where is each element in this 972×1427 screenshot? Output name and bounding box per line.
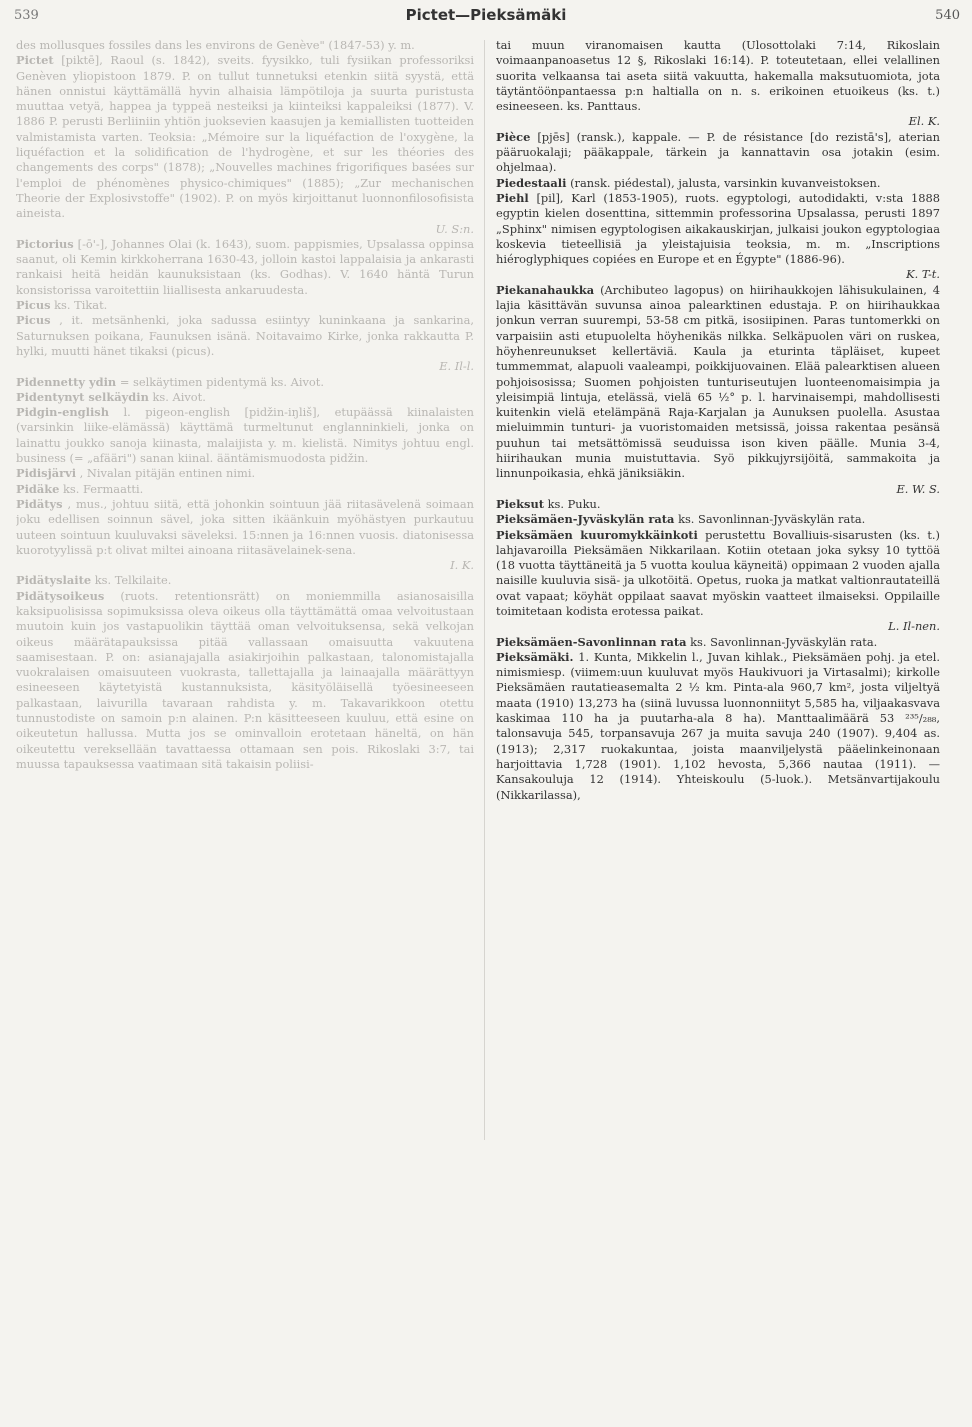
- entry-headword: Pidätyslaite: [16, 573, 92, 588]
- entry-text: ks. Puku.: [547, 496, 601, 511]
- dictionary-entry: [496, 635, 940, 650]
- entry-headword: Piekanahaukka: [496, 282, 595, 297]
- entry-text: ks. Fermaatti.: [63, 481, 144, 496]
- left-column: [16, 38, 474, 1138]
- entry-signature: U. S:n.: [435, 221, 474, 236]
- dictionary-entry: [16, 38, 474, 53]
- entry-text: [pjēs] (ransk.), kappale. — P. de résistance [do rezistā's], aterian pääruokalaji; pääkappale, tärkein ja kannattavin osa jotakin (esim. ohjelmaa).: [496, 129, 940, 175]
- entry-headword: Pieksut: [496, 496, 544, 511]
- dictionary-entry: [496, 38, 940, 114]
- entry-text: (ransk. piédestal), jalusta, varsinkin kuvanveistoksen.: [570, 175, 881, 190]
- entry-text: , it. metsänhenki, joka sadussa esiintyy kuninkaana ja sankarina, Saturnuksen poikana, Faunuksen isänä. Noitavaimo Kirke, jonka rakkautta P. hylki, muutti hänet tikaksi (picus).: [16, 313, 474, 358]
- dictionary-entry: [496, 497, 940, 512]
- dictionary-entry: [16, 466, 474, 481]
- dictionary-entry: [16, 482, 474, 497]
- entry-text: 1. Kunta, Mikkelin l., Juvan kihlak., Pieksämäen pohj. ja etel. nimismiesp. (viimem:uun kuuluvat myös Haukivuori ja Virtasalmi); kirkolle Pieksämäen rautatieasemalta 2 ½ km. Pinta-ala 960,7 km², josta viljeltyä maata (1910) 13,273 ha (siinä luvussa luonnonniityt 5,585 ha, viljaakasvava kaskimaa 110 ha ja puutarha-ala 8 ha). Manttaalimäärä 53 ²³⁵/₂₈₈, talonsavuja 545, torpansavuja 267 ja muita savuja 240 (1907). 9,404 as. (1913); 2,317 ruokakuntaa, joista maanviljelystä pääelinkeinonaan harjoittavia 1,728 (1901). 1,102 hevosta, 5,366 nautaa (1911). — Kansakouluja 12 (1914). Yhteiskoulu (5-luok.). Metsänvartijakoulu (Nikkarilassa),: [496, 649, 940, 802]
- entry-headword: Pidennetty ydin: [16, 374, 117, 389]
- entry-headword: Pieksämäki.: [496, 649, 574, 664]
- entry-text: [-ō'-], Johannes Olai (k. 1643), suom. pappismies, Upsalassa oppinsa saanut, oli Kemin kirkkoherrana 1630-43, jolloin kastoi lappalaisia ja ankarasti rankaisi heitä heidän kaunuksistaan (ks. Godhas). V. 1640 häntä Turun konsistorissa varoitettiin liiallisesta ankaruudesta.: [16, 236, 474, 297]
- entry-text: l. pigeon-english [pidžin-iŋliš], etupäässä kiinalaisten (varsinkin liike-elämässä) käyttämä turmeltunut englanninkieli, jonka on lainattu joukko sanoja kiinasta, malaijista y. m. kielistä. Nimitys johtuu engl. business (= „afääri") sanan kiinal. ääntämismuodosta pidžin.: [16, 405, 474, 466]
- entry-headword: Pieksämäen-Jyväskylän rata: [496, 512, 675, 527]
- dictionary-entry: [16, 237, 474, 298]
- dictionary-entry: [496, 130, 940, 176]
- entry-text: ks. Telkilaite.: [94, 573, 172, 588]
- entry-text: (Archibuteo lagopus) on hiirihaukkojen lähisukulainen, 4 lajia käsittävän suvunsa ainoa palearktinen edustaja. P. on hiirihaukkaa jonkun verran suurempi, 53-58 cm pitkä, isosiipinen. Paras tuntomerkki on varpaisiin asti etupuolelta höyhenikäs nilkka. Selkäpuolen väri on ruskea, höyhenreunukset kellertäviä. Kaula ja eturinta täpläiset, kupeet tummemmat, alapuoli vaaleampi, poikkijuovainen. Elää palearktisen alueen pohjoisosissa; Suomen pohjoisten tunturiseutujen luonteenomaisimpia ja yleisimpiä lintuja, etelässä, vielä 65 ½° p. l. harvinaisempi, mahdollisesti kuitenkin vielä etelämpänä Raja-Karjalan ja Aunuksen puolella. Asustaa mieluimmin tunturi- ja vuoristomaiden metsissä, joissa rakentaa pesänsä puuhun tai metsättömissä seuduissa ison kiven päälle. Munia 3-4, hiirihaukan munia muistuttavia. Syö pikkujyrsijöitä, sammakoita ja linnunpoikasia, ehkä jäniksiäkin.: [496, 282, 940, 481]
- entry-signature: K. T-t.: [906, 267, 940, 282]
- entry-headword: Pidätysoikeus: [16, 588, 105, 603]
- entry-text: , mus., johtuu siitä, että johonkin sointuun jää riitasävelenä soimaan joku edellisen soinnun sävel, joka sitten ikäänkuin myöhästyen purkautuu uuteen sointuun kuuluvaksi säveleksi. 15:nnen ja 16:nnen vuosis. diatonisessa kuorotyylissä p:t olivat miltei ainoana riitasävelainek-sena.: [16, 496, 474, 557]
- right-column: [496, 38, 940, 1138]
- entry-text: , Nivalan pitäjän entinen nimi.: [79, 466, 256, 481]
- dictionary-entry: [496, 176, 940, 191]
- page-number-right: 540: [935, 8, 960, 23]
- entry-signature: E. Il-l.: [439, 359, 474, 374]
- dictionary-entry: [16, 390, 474, 405]
- running-title: Pictet—Pieksämäki: [405, 6, 567, 24]
- page-number-left: 539: [14, 8, 39, 23]
- entry-text: = selkäytimen pidentymä ks. Aivot.: [119, 374, 324, 389]
- dictionary-entry: [496, 283, 940, 482]
- entry-headword: Piedestaali: [496, 175, 567, 190]
- bottom-blank-area: [0, 1140, 972, 1427]
- entry-headword: Pictet: [16, 53, 54, 68]
- entry-headword: Pièce: [496, 129, 531, 144]
- entry-text: ks. Savonlinnan-Jyväskylän rata.: [690, 634, 878, 649]
- entry-text: ks. Tikat.: [54, 298, 108, 313]
- entry-headword: Pidätys: [16, 496, 63, 511]
- entry-headword: Pidentynyt selkäydin: [16, 389, 149, 404]
- entry-headword: Pidgin-english: [16, 405, 109, 420]
- column-divider: [484, 40, 485, 1140]
- dictionary-entry: [16, 497, 474, 558]
- dictionary-entry: [16, 298, 474, 313]
- entry-signature: E. W. S.: [896, 481, 940, 496]
- entry-text: tai muun viranomaisen kautta (Ulosottolaki 7:14, Rikoslain voimaanpanoasetus 12 §, Rikoslaki 16:14). P. toteutetaan, ellei velallinen suorita velkaansa tai aseta siitä vakuutta, hakemalla maksutuomiota, jota täytäntöönpantaessa p:n haltialla on n. s. erikoinen etuoikeus (ks. t.) esineeseen. ks. Panttaus.: [496, 38, 940, 114]
- entry-text: [piktē], Raoul (s. 1842), sveits. fyysikko, tuli fysiikan professoriksi Genèven yliopistoon 1879. P. on tullut tunnetuksi etenkin siitä syystä, että hänen onnistui käyttämällä hyvin alhaisia lämpötiloja ja suurta puristusta muuttaa vetyä, happea ja typpeä nesteiksi ja kiinteiksi kappaleiksi (1877). V. 1886 P. perusti Berliiniin yhtiön juoksevien kaasujen ja kemiallisten tuotteiden valmistamista varten. Teoksia: „Mémoire sur la liquéfaction de l'oxygène, la liquéfaction et la solidification de l'hydrogène, et sur les théories des changements des corps" (1878); „Nouvelles machines frigorifiques basées sur l'emploi de phénomènes physico-chimiques" (1885); „Zur mechanischen Theorie der Explosivstoffe" (1902). P. on myös kirjoittanut luonnonfilosofisista aineista.: [16, 53, 474, 221]
- entry-headword: Pidisjärvi: [16, 466, 77, 481]
- entry-text: perustettu Bovalliuis-sisarusten (ks. t.) lahjavaroilla Pieksämäen Nikkarilaan. Kotiin otetaan joka syksy 10 tyttöä (18 vuotta täyttäneitä ja 5 vuotta koulua käyneitä) oppimaan 2 vuoden ajalla naisille kuuluvia sisä- ja ulkotöitä. Opetus, ruoka ja matkat valtionrautateillä ovat vapaat; köyhät oppilaat saavat myöskin vaatteet ilmaiseksi. Oppilaille toimitetaan kodista erotessa paikat.: [496, 527, 940, 618]
- dictionary-entry: [16, 53, 474, 221]
- dictionary-entry: [496, 191, 940, 267]
- dictionary-entry: [16, 375, 474, 390]
- page-header: [0, 0, 972, 40]
- entry-text: ks. Aivot.: [152, 389, 206, 404]
- dictionary-entry: [16, 405, 474, 466]
- entry-headword: Pieksämäen-Savonlinnan rata: [496, 634, 687, 649]
- entry-text: ks. Savonlinnan-Jyväskylän rata.: [678, 512, 866, 527]
- entry-text: [pil], Karl (1853-1905), ruots. egyptologi, autodidakti, v:sta 1888 egyptin kielen dosenttina, sittemmin professorina Upsalassa, perusti 1897 „Sphinx" nimisen egyptologisen aikakauskirjan, julkaisi joukon egyptologiaa koskevia tieteellisiä ja yleistajuisia teoksia, m. m. „Inscriptions hiéroglyphiques copiées en Europe et en Égypte" (1886-96).: [496, 190, 940, 267]
- entry-headword: Piehl: [496, 190, 529, 205]
- dictionary-entry: [16, 589, 474, 773]
- dictionary-entry: [496, 650, 940, 803]
- entry-text: des mollusques fossiles dans les environs de Genève" (1847-53) y. m.: [16, 38, 415, 52]
- entry-headword: Picus: [16, 313, 51, 328]
- entry-signature: I. K.: [450, 558, 474, 573]
- entry-headword: Picus: [16, 298, 51, 313]
- entry-headword: Pieksämäen kuuromykkäinkoti: [496, 527, 698, 542]
- entry-signature: L. Il-nen.: [888, 619, 940, 634]
- entry-headword: Pictorius: [16, 236, 74, 251]
- entry-text: (ruots. retentionsrätt) on moniemmilla asianosaisilla kaksipuolisissa sopimuksissa oleva oikeus olla täyttämättä omaa velvoitustaan muutoin kuin jos vastapuolikin täyttää oman velvoituksensa, sekä velkojan oikeus määrätapauksissa pitää vallassaan omaisuutta vakuutena saamisestaan. P. on: asianajajalla asiakirjoihin palkastaan, talonomistajalla vuokralaisen omaisuuteen vuokrasta, tallettajalla ja lainaajalla määrättyyn esineeseen käytetyistä kustannuksista, käsityöläisellä työesineeseen palkastaan, laivurilla tavaraan rahdista y. m. Takavarikkoon otettu tunnustodiste on samoin p:n alainen. P:n käsitteeseen kuuluu, että esine on oikeutetun hallussa. Mutta jos se ominvalloin erotetaan häneltä, on hän oikeutettu vereksellään tavattaessa ottamaan sen pois. Rikoslaki 3:7, tai muussa tapauksessa vaatimaan sitä takaisin poliisi-: [16, 588, 474, 771]
- dictionary-entry: [16, 313, 474, 359]
- entry-signature: El. K.: [908, 114, 940, 129]
- dictionary-entry: [496, 528, 940, 620]
- dictionary-entry: [496, 512, 940, 527]
- entry-headword: Pidäke: [16, 481, 60, 496]
- dictionary-entry: [16, 573, 474, 588]
